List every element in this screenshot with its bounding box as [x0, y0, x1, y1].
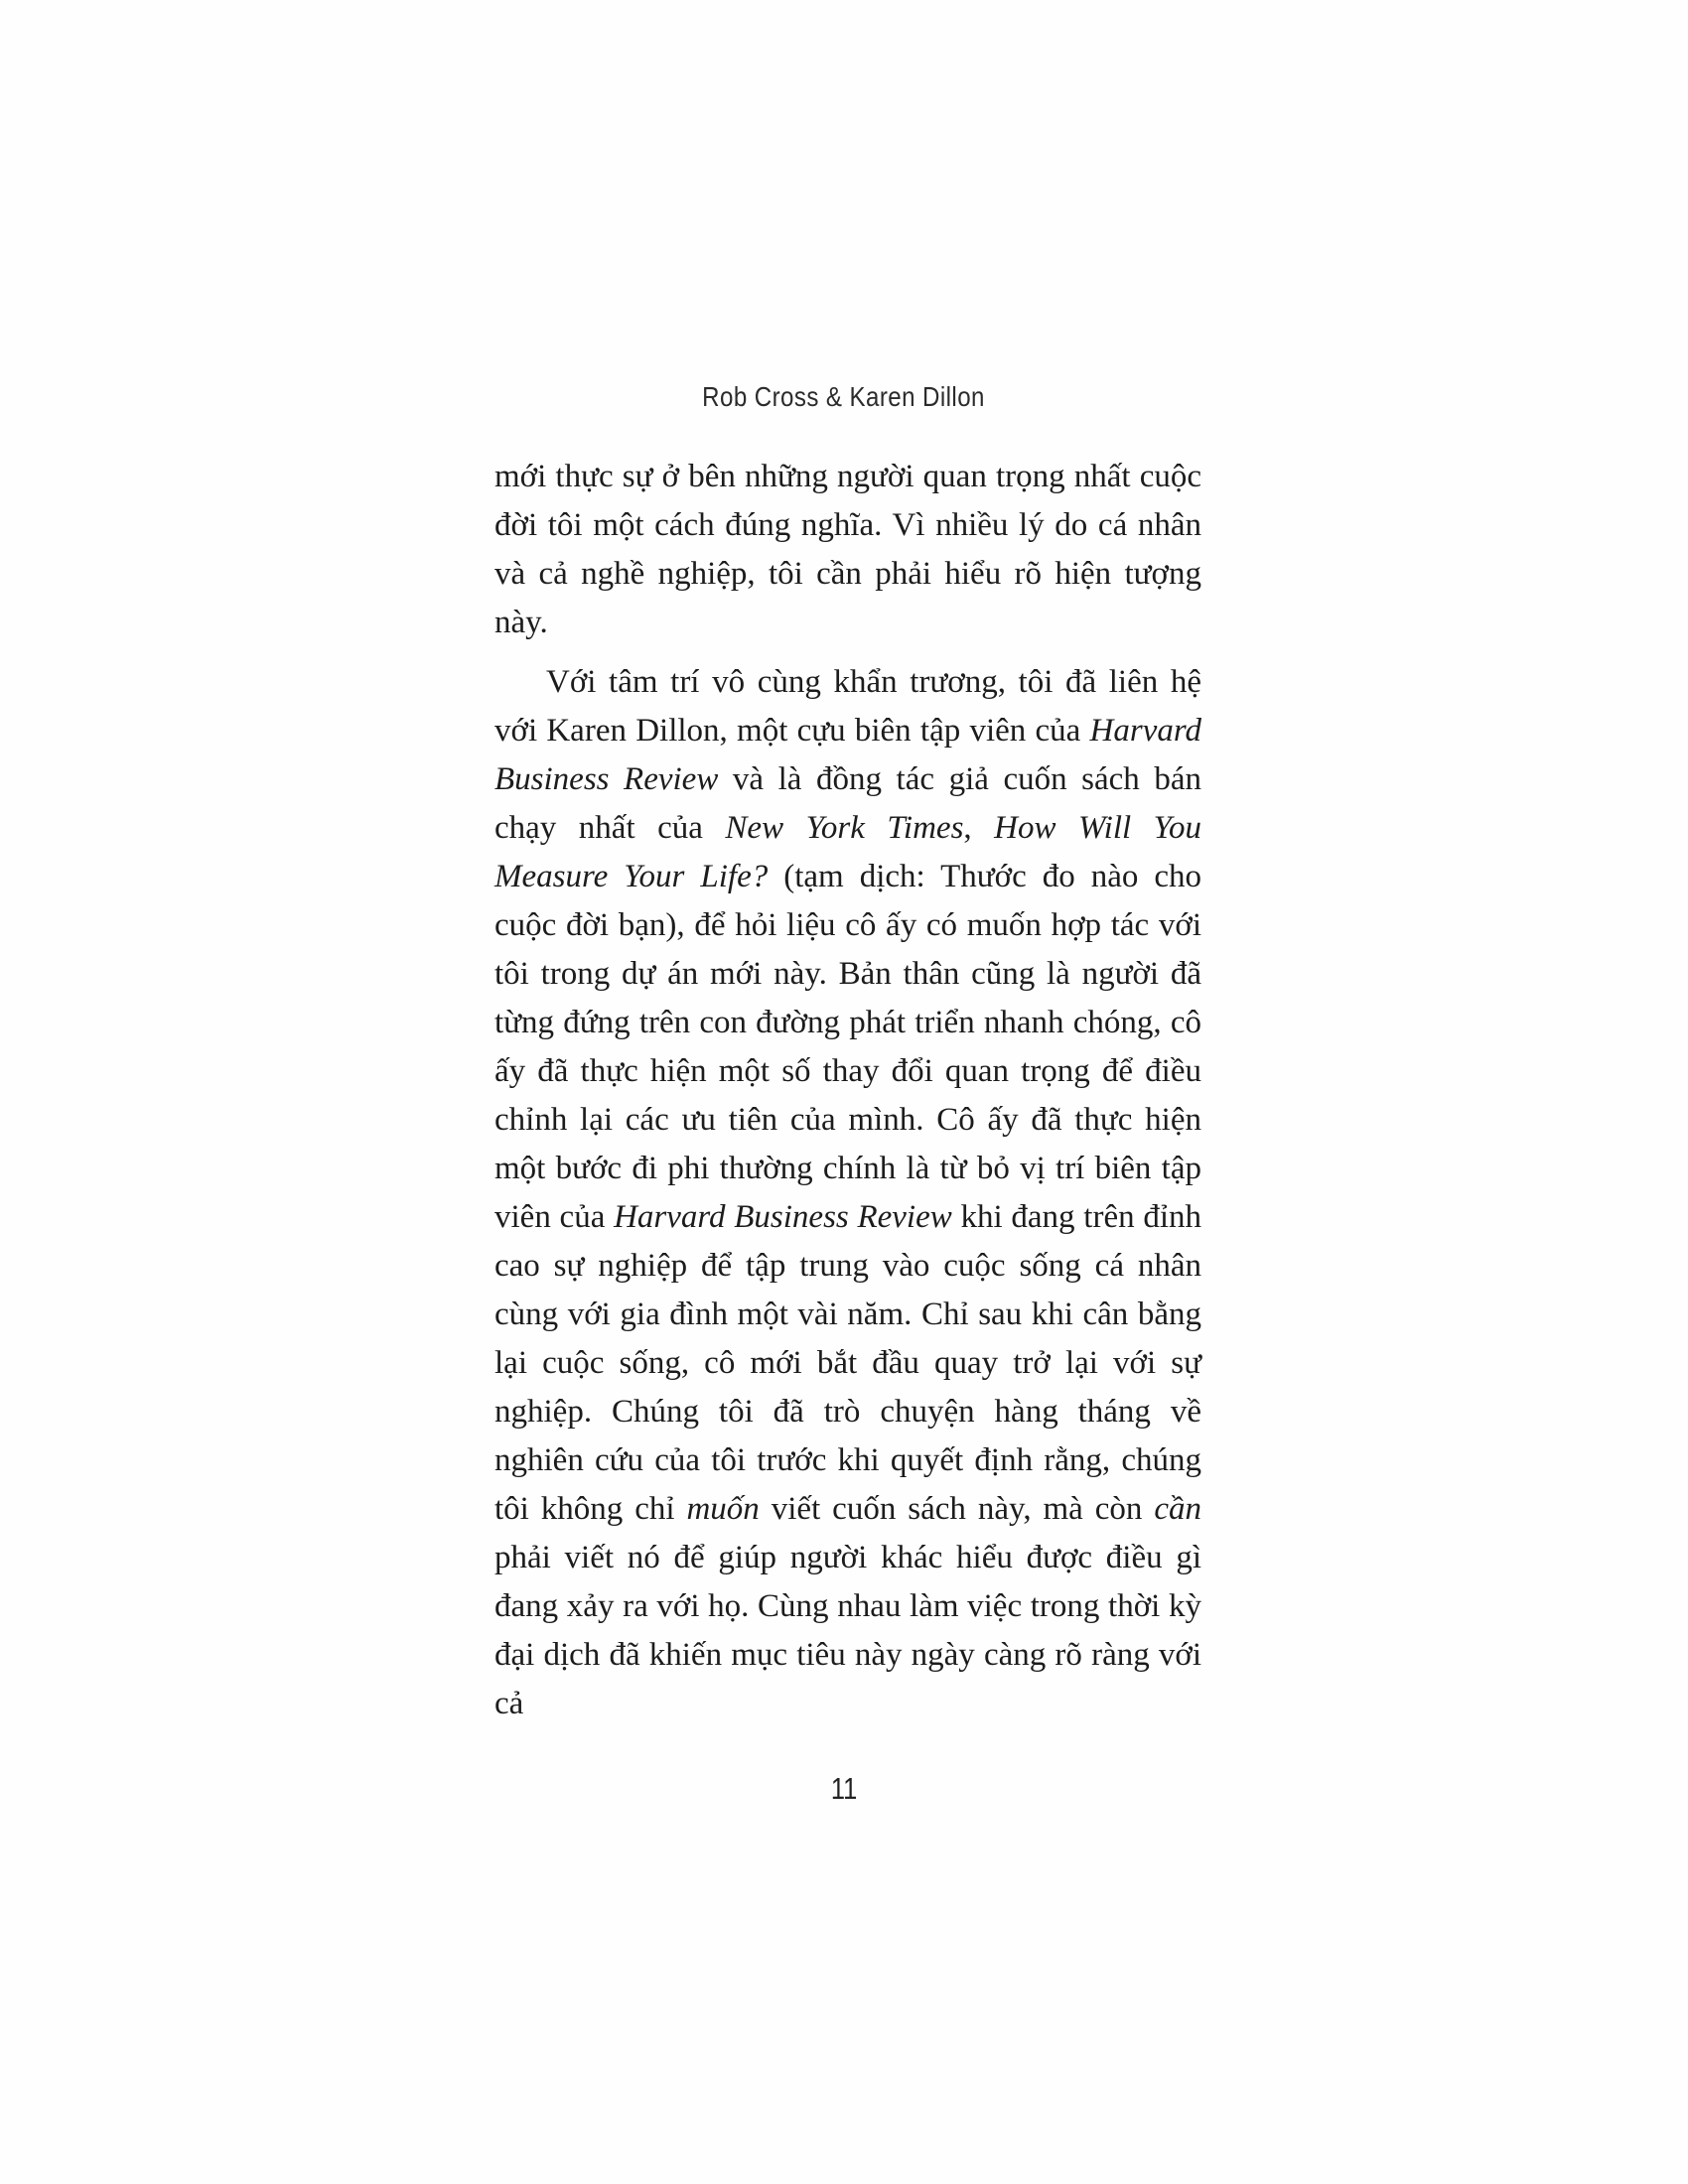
text-run: Với tâm trí vô cùng khẩn trương, tôi đã liên hệ với Karen Dillon, một cựu biên tập viên của [494, 664, 1201, 749]
italic-text-run: cần [1154, 1491, 1202, 1527]
body-text-block [494, 453, 1201, 1728]
text-run: và là đồng tác giả cuốn sách bán chạy nhất của [494, 761, 1202, 846]
italic-text-run: muốn [686, 1491, 760, 1527]
italic-text-run: New York Times [725, 810, 964, 846]
page-number-text: 11 [830, 1771, 858, 1806]
page-number [0, 1771, 1688, 1807]
italic-text-run: How Will You Measure Your Life? [494, 810, 1201, 894]
text-run: khi đang trên đỉnh cao sự nghiệp để tập trung vào cuộc sống cá nhân cùng với gia đình một vài năm. Chỉ sau khi cân bằng lại cuộc sống, cô mới bắt đầu quay trở lại với sự nghiệp. Chúng tôi đã trò chuyện hàng tháng về nghiên cứu của tôi trước khi quyết định rằng, chúng tôi không chỉ [494, 1199, 1201, 1527]
paragraph [494, 658, 1201, 1728]
text-run: phải viết nó để giúp người khác hiểu được điều gì đang xảy ra với họ. Cùng nhau làm việc trong thời kỳ đại dịch đã khiến mục tiêu này ngày càng rõ ràng với cả [494, 1540, 1201, 1721]
running-header [0, 381, 1688, 413]
text-run: , [963, 810, 995, 846]
text-run: mới thực sự ở bên những người quan trọng nhất cuộc đời tôi một cách đúng nghĩa. Vì nhiều lý do cá nhân và cả nghề nghiệp, tôi cần phải hiểu rõ hiện tượng này. [494, 459, 1201, 640]
running-header-text: Rob Cross & Karen Dillon [702, 381, 986, 412]
text-run: viết cuốn sách này, mà còn [759, 1491, 1155, 1527]
paragraph [494, 453, 1201, 647]
text-run: (tạm dịch: Thước đo nào cho cuộc đời bạn), để hỏi liệu cô ấy có muốn hợp tác với tôi trong dự án mới này. Bản thân cũng là người đã từng đứng trên con đường phát triển nhanh chóng, cô ấy đã thực hiện một số thay đổi quan trọng để điều chỉnh lại các ưu tiên của mình. Cô ấy đã thực hiện một bước đi phi thường chính là từ bỏ vị trí biên tập viên của [494, 859, 1201, 1235]
italic-text-run: Harvard Business Review [614, 1199, 952, 1235]
italic-text-run: Harvard Business Review [494, 713, 1201, 797]
